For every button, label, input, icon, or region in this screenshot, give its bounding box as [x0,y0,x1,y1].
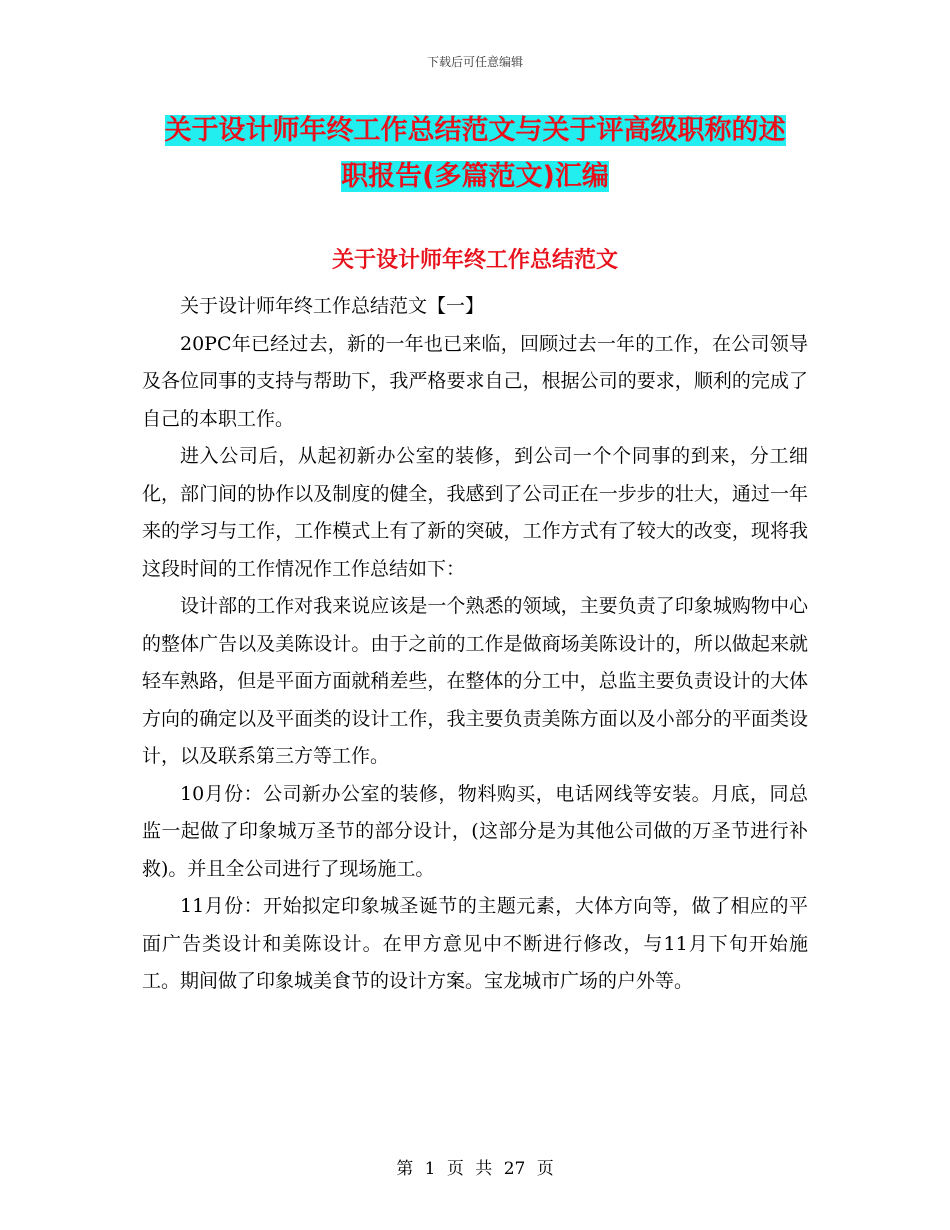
section-title: 关于设计师年终工作总结范文 [331,248,618,273]
document-title-line-2: 职报告(多篇范文)汇编 [341,161,609,192]
paragraph: 20PC年已经过去，新的一年也已来临，回顾过去一年的工作，在公司领导及各位同事的支持与帮助下，我严格要求自己，根据公司的要求，顺利的完成了自己的本职工作。 [142,332,808,430]
subheading: 关于设计师年终工作总结范文【一】 [180,295,485,317]
document-title-line-1: 关于设计师年终工作总结范文与关于评高级职称的述 [164,115,786,146]
paragraph: 进入公司后，从起初新办公室的装修，到公司一个个同事的到来，分工细化，部门间的协作以及制度的健全，我感到了公司正在一步步的壮大，通过一年来的学习与工作，工作模式上有了新的突破，工作方式有了较大的改变，现将我这段时间的工作情况作工作总结如下： [142,445,808,580]
document-body [142,288,808,1001]
header-note: 下载后可任意编辑 [426,55,523,69]
document-title [140,108,810,200]
paragraph: 10月份：公司新办公室的装修，物料购买，电话网线等安装。月底，同总监一起做了印象城万圣节的部分设计，(这部分是为其他公司做的万圣节进行补救)。并且全公司进行了现场施工。 [142,782,808,880]
paragraph: 设计部的工作对我来说应该是一个熟悉的领域，主要负责了印象城购物中心的整体广告以及美陈设计。由于之前的工作是做商场美陈设计的，所以做起来就轻车熟路，但是平面方面就稍差些，在整体的分工中，总监主要负责设计的大体方向的确定以及平面类的设计工作，我主要负责美陈方面以及小部分的平面类设计，以及联系第三方等工作。 [142,595,808,767]
paragraph: 11月份：开始拟定印象城圣诞节的主题元素，大体方向等，做了相应的平面广告类设计和美陈设计。在甲方意见中不断进行修改，与11月下旬开始施工。期间做了印象城美食节的设计方案。宝龙城市广场的户外等。 [142,895,808,992]
page-number-footer: 第 1 页 共 27 页 [396,1159,554,1179]
